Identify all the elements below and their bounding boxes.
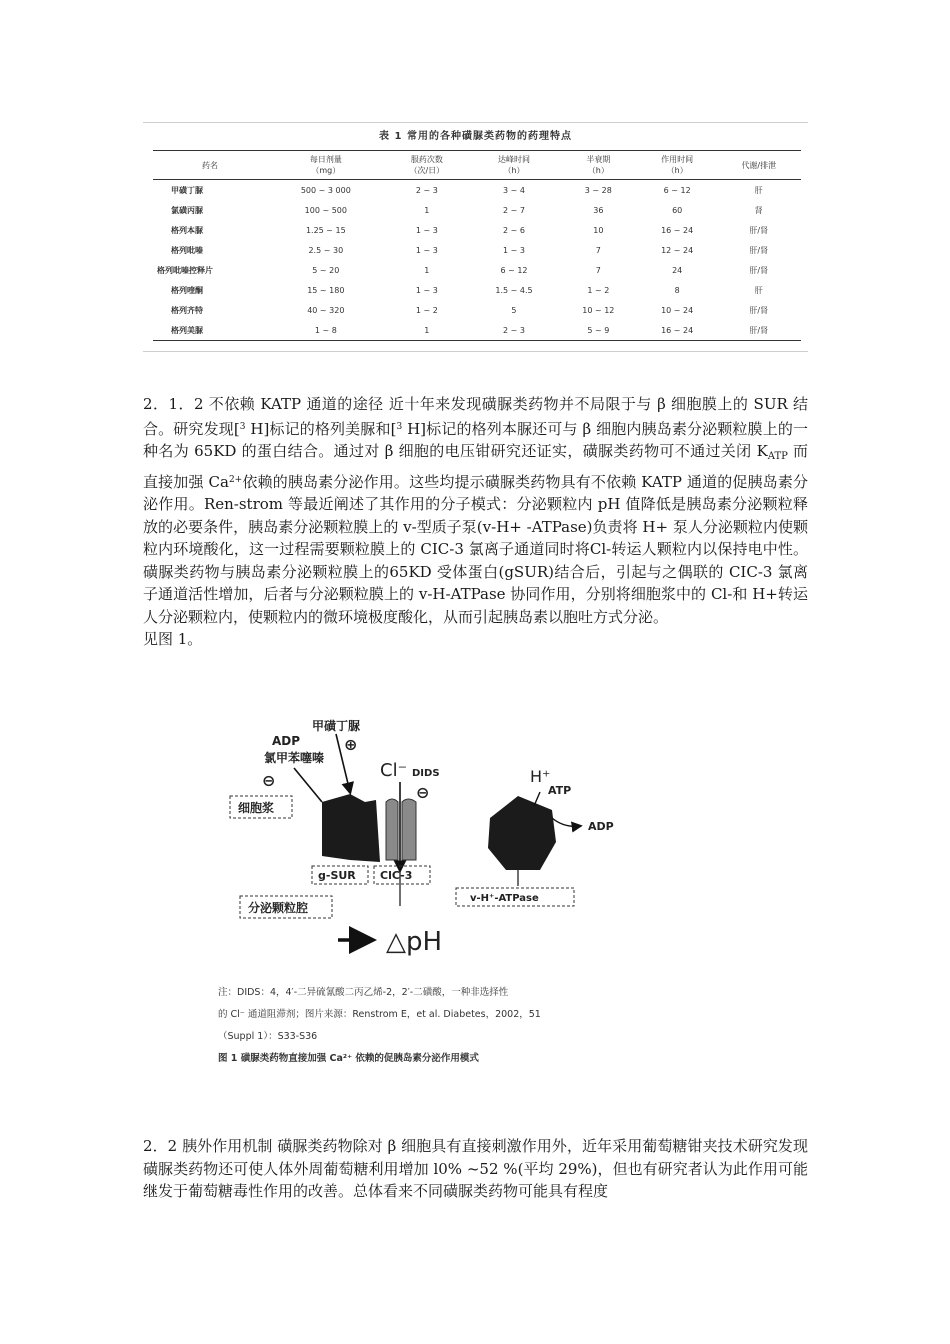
table-cell: 肝/肾: [749, 265, 769, 275]
v-atpase-label: v-H⁺-ATPase: [470, 893, 539, 904]
table-cell: 100 ~ 500: [304, 205, 347, 215]
table-cell: 肝/肾: [749, 245, 769, 255]
table-cell: 500 ~ 3 000: [300, 185, 351, 195]
adp-release-arrow: [552, 818, 580, 826]
table-cell: 36: [593, 205, 604, 215]
header-cell: 代谢/排泄: [717, 151, 801, 180]
diazoxide-inhibition-line: [294, 768, 322, 802]
chloride-ion-label: Cl⁻: [380, 760, 408, 781]
clc3-label: ClC-3: [380, 869, 413, 882]
section-2-1-2-paragraph: 2．1．2 不依赖 KATP 通道的途径 近十年来发现磺脲类药物并不局限于与 β 细胞膜上的 SUR 结合。研究发现[$^3$ H]标记的格列美脲和[$^3$ H]标记的格列本脲还可与 β 细胞内胰岛素分泌颗粒膜上的一种名为 65KD 的蛋白结合。通过对 β 细胞的电压钳研究还证实，磺脲类药物可不通过关闭 $K_{ATP}$ 而直接加强 $Ca^{2+}$依赖的胰岛素分泌作用。这些均提示磺脲类药物具有不依赖 KATP 通道的促胰岛素分泌作用。Ren-strom 等最近阐述了其作用的分子模式：分泌颗粒内 pH 值降低是胰岛素分泌颗粒释放的必要条件，胰岛素分泌颗粒膜上的 v-型质子泵(v-H+ -ATPase)负责将 H+ 泵人分泌颗粒内使颗粒内环境酸化，这一过程需要颗粒膜上的 CIC-3 氯离子通道同时将Cl-转运人颗粒内以保持电中性。磺脲类药物与胰岛素分泌颗粒膜上的65KD 受体蛋白(gSUR)结合后，引起与之偶联的 CIC-3 氯离子通道活性增加，后者与分泌颗粒膜上的 v-H-ATPase 协同作用，分别将细胞浆中的 Cl-和 H+转运人分泌颗粒内，使颗粒内的微环境极度酸化，从而引起胰岛素以胞吐方式分泌。 见图 1。: [143, 395, 808, 648]
table-cell: 1.5 ~ 4.5: [495, 285, 533, 295]
table-cell: 7: [595, 245, 601, 255]
table-row: [153, 220, 801, 240]
table-cell: 1: [385, 320, 469, 341]
table-cell: 1.25 ~ 15: [305, 225, 346, 235]
clc3-channel-right: [402, 799, 416, 860]
table-cell: 肝/肾: [717, 320, 801, 341]
drug-name-cell: 格列本脲: [171, 225, 203, 235]
atp-label: ATP: [548, 784, 572, 797]
minus-sign-icon: ⊖: [262, 771, 276, 790]
dids-label: DIDS: [412, 768, 440, 779]
mechanism-diagram: [200, 710, 630, 980]
table-cell: 肝: [754, 285, 763, 295]
table-cell: 1 ~ 3: [415, 285, 438, 295]
figure-note-line: （Suppl 1）：S33-S36: [218, 1031, 318, 1042]
figure-note-line: 的 Cl⁻ 通道阻滞剂；图片来源：Renstrom E，et al. Diabetes，2002，51: [218, 1009, 541, 1020]
table-cell: 5: [511, 305, 517, 315]
table-cell: 7: [595, 265, 601, 275]
minus-sign-icon: ⊖: [416, 783, 430, 802]
table-title: 表 1 常用的各种磺脲类药物的药理特点: [379, 131, 572, 142]
table-cell: 1 ~ 3: [415, 225, 438, 235]
table-cell: 15 ~ 180: [307, 285, 345, 295]
table-cell: 1 ~ 2: [415, 305, 438, 315]
table-cell: 肾: [754, 205, 763, 215]
header-cell: 每日剂量 （mg）: [267, 151, 385, 180]
table-row: [153, 240, 801, 260]
drug-name-cell: 格列美脲: [153, 320, 267, 341]
adp-output-label: ADP: [588, 820, 614, 833]
diazoxide-label: 氯甲苯噻嗪: [264, 751, 325, 765]
table-cell: 2 ~ 3: [469, 320, 559, 341]
table-cell: 6 ~ 12: [663, 185, 691, 195]
delta-ph-label: △pH: [386, 927, 443, 957]
table-row: [153, 320, 801, 341]
table-cell: 12 ~ 24: [661, 245, 694, 255]
table-cell: 3 ~ 28: [584, 185, 612, 195]
table-cell: 肝: [754, 185, 763, 195]
table-cell: 1: [424, 205, 430, 215]
header-cell: 作用时间 （h）: [638, 151, 717, 180]
table-cell: 3 ~ 4: [502, 185, 525, 195]
figure-notes: [218, 982, 618, 1070]
table-row: [153, 180, 801, 201]
table-cell: 2 ~ 7: [502, 205, 525, 215]
table-row: [153, 260, 801, 280]
table-cell: 2 ~ 3: [415, 185, 438, 195]
drug-name-cell: 格列吡嗪: [171, 245, 203, 255]
table-row: [153, 300, 801, 320]
table-cell: 5 ~ 20: [312, 265, 340, 275]
table-cell: 10 ~ 24: [661, 305, 694, 315]
table-cell: 5 ~ 9: [559, 320, 638, 341]
plus-sign-icon: ⊕: [344, 735, 358, 754]
cytoplasm-label: 细胞浆: [238, 801, 275, 815]
figure-caption: 图 1 磺脲类药物直接加强 Ca²⁺ 依赖的促胰岛素分泌作用模式: [218, 1053, 479, 1064]
table-bottom-rule: [143, 351, 808, 352]
drug-name-cell: 格列喹酮: [171, 285, 203, 295]
table-row: [153, 200, 801, 220]
figure-note-line: 注：DIDS：4，4′-二异硫氰酸二丙乙烯-2，2′-二磺酸，一种非选择性: [218, 987, 509, 998]
header-cell: 达峰时间 （h）: [469, 151, 559, 180]
table-cell: 肝/肾: [749, 305, 769, 315]
drug-name-cell: 格列齐特: [171, 305, 203, 315]
table-1-block: [143, 122, 808, 352]
table-cell: 16 ~ 24: [638, 320, 717, 341]
section-2-2-paragraph: 2．2 胰外作用机制 磺脲类药物除对 β 细胞具有直接刺激作用外，近年采用葡萄糖钳夹技术研究发现磺脲类药物还可使人体外周葡萄糖利用增加 l0% ~52 %(平均 29%)，但也有研究者认为此作用可能继发于葡萄糖毒性作用的改善。总体看来不同磺脲类药物可能具有程度: [143, 1137, 808, 1200]
table-cell: 1: [424, 265, 430, 275]
drug-name-cell: 格列吡嗪控释片: [157, 265, 213, 275]
table-cell: 60: [672, 205, 683, 215]
table-cell: 1 ~ 8: [267, 320, 385, 341]
clc3-channel-left: [386, 799, 398, 860]
table-cell: 1 ~ 3: [502, 245, 525, 255]
table-cell: 10 ~ 12: [582, 305, 615, 315]
table-cell: 24: [672, 265, 683, 275]
header-cell: 药名: [153, 151, 267, 180]
table-cell: 16 ~ 24: [661, 225, 694, 235]
header-cell: 服药次数 （次/日）: [385, 151, 469, 180]
tolbutamide-label: 甲磺丁脲: [312, 719, 361, 733]
table-cell: 40 ~ 320: [307, 305, 345, 315]
table-cell: 6 ~ 12: [500, 265, 528, 275]
v-atpase-pump-shape: [488, 796, 556, 870]
table-cell: 1 ~ 2: [587, 285, 610, 295]
table-row: [153, 280, 801, 300]
table-cell: 8: [674, 285, 680, 295]
figure-reference: 见图 1。: [143, 630, 203, 648]
table-top-rule: [143, 122, 808, 123]
proton-label: H⁺: [530, 767, 551, 786]
table-header-row: [153, 151, 801, 180]
table-cell: 10: [593, 225, 604, 235]
table-cell: 1 ~ 3: [415, 245, 438, 255]
drug-name-cell: 甲磺丁脲: [171, 185, 203, 195]
granule-lumen-label: 分泌颗粒腔: [248, 901, 309, 915]
g-sur-protein-shape: [322, 794, 380, 862]
drug-name-cell: 氯磺丙脲: [171, 205, 203, 215]
adp-label: ADP: [272, 734, 301, 748]
header-cell: 半衰期 （h）: [559, 151, 638, 180]
figure-1: [200, 710, 630, 1064]
g-sur-label: g-SUR: [318, 869, 356, 882]
table-cell: 2 ~ 6: [502, 225, 525, 235]
table-cell: 肝/肾: [749, 225, 769, 235]
pharmacology-table: [153, 150, 801, 341]
table-cell: 2.5 ~ 30: [308, 245, 344, 255]
